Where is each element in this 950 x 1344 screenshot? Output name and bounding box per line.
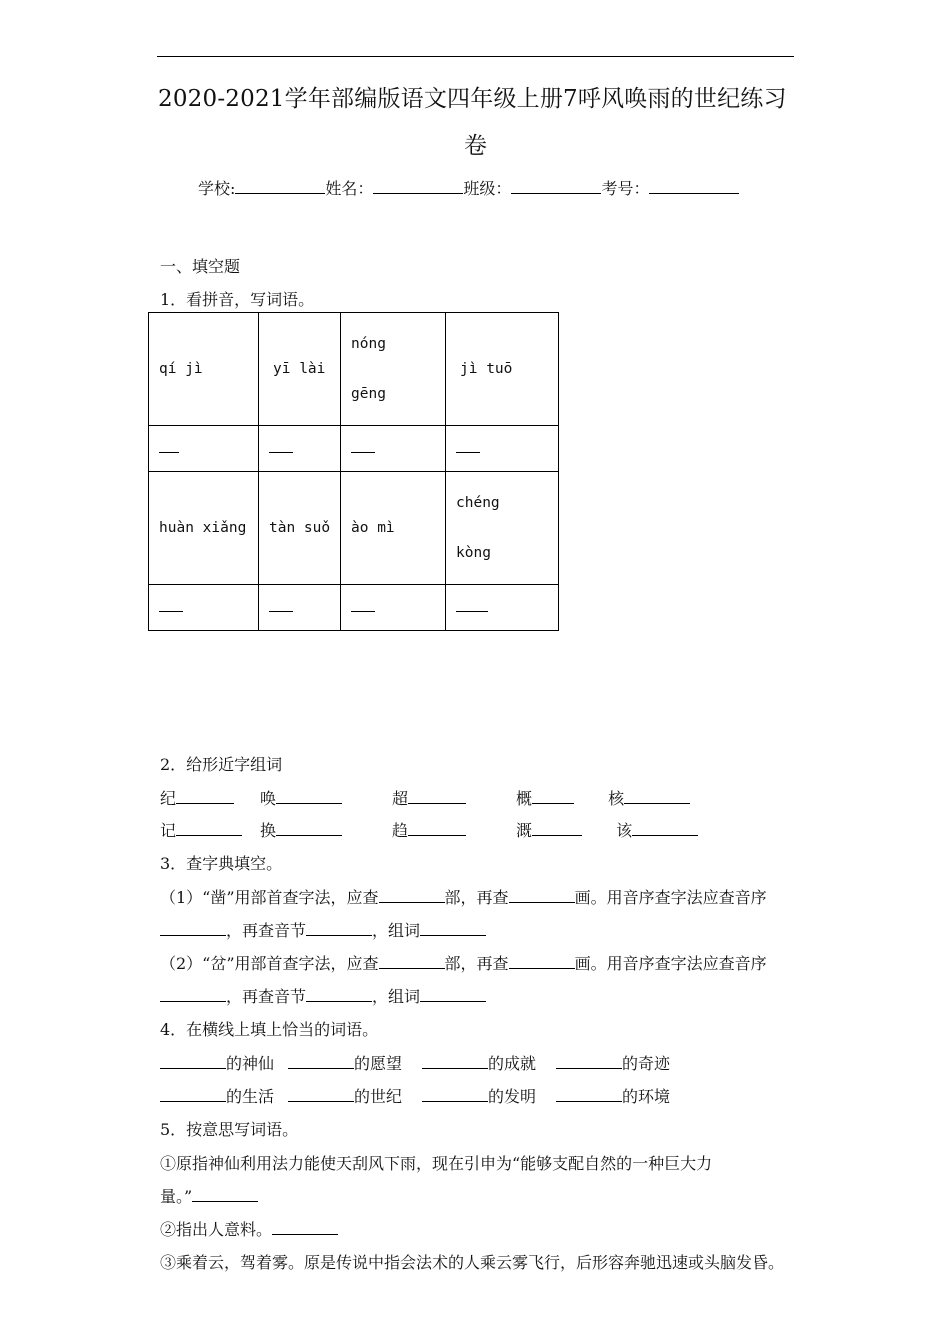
answer-line — [269, 611, 293, 612]
blank[interactable] — [408, 789, 466, 804]
blank[interactable] — [422, 1054, 488, 1069]
blank[interactable] — [556, 1054, 622, 1069]
question-4-prompt: 4．在横线上填上恰当的词语。 — [160, 1020, 379, 1039]
answer-line — [269, 452, 293, 453]
answer-row — [149, 585, 559, 631]
pinyin-cell — [259, 472, 341, 585]
answer-cell[interactable] — [446, 585, 559, 631]
text: （1）“凿”用部首查字法，应查 — [160, 888, 379, 907]
pinyin-text: ào mì — [351, 520, 395, 536]
blank[interactable] — [176, 789, 234, 804]
blank[interactable] — [288, 1054, 354, 1069]
blank[interactable] — [422, 1087, 488, 1102]
blank[interactable] — [532, 821, 582, 836]
class-label: 班级： — [463, 179, 512, 198]
pinyin-text: kòng — [456, 545, 491, 561]
pinyin-cell — [446, 313, 559, 426]
blank[interactable] — [288, 1087, 354, 1102]
q3-part2-line2 — [160, 984, 486, 1007]
char: 核 — [608, 789, 625, 808]
blank[interactable] — [160, 921, 226, 936]
question-2-prompt: 2．给形近字组词 — [160, 755, 283, 774]
answer-cell[interactable] — [149, 585, 259, 631]
q5-item-3: ③乘着云，驾着雾。原是传说中指会法术的人乘云雾飞行，后形容奔驰迅速或头脑发昏。 — [160, 1253, 785, 1272]
exam-number-field[interactable] — [649, 179, 739, 194]
student-info-row — [198, 176, 739, 199]
blank[interactable] — [379, 954, 445, 969]
pinyin-text: jì tuō — [460, 361, 513, 377]
text: 的环境 — [622, 1087, 671, 1106]
pinyin-cell — [446, 472, 559, 585]
text: 的神仙 — [226, 1054, 275, 1073]
answer-cell[interactable] — [446, 426, 559, 472]
pinyin-table — [148, 312, 559, 631]
pinyin-cell — [259, 313, 341, 426]
pinyin-text: tàn suǒ — [269, 520, 331, 536]
blank[interactable] — [509, 954, 575, 969]
q5-item-2 — [160, 1217, 338, 1240]
pinyin-cell — [149, 472, 259, 585]
blank[interactable] — [420, 987, 486, 1002]
blank[interactable] — [306, 921, 372, 936]
text: 部，再查 — [444, 888, 509, 907]
q4-row-2 — [160, 1084, 670, 1107]
blank[interactable] — [632, 821, 698, 836]
school-field[interactable] — [235, 179, 325, 194]
answer-line — [351, 611, 375, 612]
exam-number-label: 考号： — [601, 179, 650, 198]
text: 的世纪 — [354, 1087, 403, 1106]
text: ，组词 — [372, 987, 421, 1006]
pinyin-text: huàn xiǎng — [159, 520, 247, 536]
char: 纪 — [160, 789, 177, 808]
question-1-prompt: 1．看拼音，写词语。 — [160, 290, 315, 309]
blank[interactable] — [408, 821, 466, 836]
school-label: 学校: — [198, 179, 236, 198]
char: 换 — [260, 821, 277, 840]
answer-line — [456, 611, 488, 612]
text: ，再查音节 — [226, 921, 307, 940]
blank[interactable] — [160, 1087, 226, 1102]
blank[interactable] — [532, 789, 574, 804]
blank[interactable] — [160, 1054, 226, 1069]
answer-cell[interactable] — [341, 585, 446, 631]
page-title-line2: 卷 — [464, 133, 488, 159]
text: （2）“岔”用部首查字法，应查 — [160, 954, 379, 973]
char: 唤 — [260, 789, 277, 808]
pinyin-text: gēng — [351, 386, 386, 402]
pinyin-row — [149, 313, 559, 426]
text: 的成就 — [488, 1054, 537, 1073]
blank[interactable] — [276, 789, 342, 804]
pinyin-cell — [341, 472, 446, 585]
q2-row-1 — [160, 786, 690, 809]
blank[interactable] — [509, 888, 575, 903]
blank[interactable] — [420, 921, 486, 936]
answer-line — [159, 611, 183, 612]
pinyin-text: qí jì — [159, 361, 203, 377]
blank[interactable] — [624, 789, 690, 804]
q3-part2-line1 — [160, 951, 767, 974]
answer-cell[interactable] — [259, 426, 341, 472]
char: 记 — [160, 821, 177, 840]
char: 趋 — [392, 821, 409, 840]
q3-part1-line2 — [160, 918, 486, 941]
pinyin-text: chéng — [456, 495, 500, 511]
blank[interactable] — [160, 987, 226, 1002]
text: 的奇迹 — [622, 1054, 671, 1073]
text: 量。” — [160, 1187, 193, 1206]
blank[interactable] — [556, 1087, 622, 1102]
text: 画。用音序查字法应查音序 — [574, 888, 767, 907]
class-field[interactable] — [511, 179, 601, 194]
text: ，组词 — [372, 921, 421, 940]
text: 部，再查 — [444, 954, 509, 973]
text: 的愿望 — [354, 1054, 403, 1073]
char: 该 — [616, 821, 633, 840]
q5-item-1-line2 — [160, 1184, 258, 1207]
question-3-prompt: 3．查字典填空。 — [160, 854, 283, 873]
blank[interactable] — [379, 888, 445, 903]
q3-part1-line1 — [160, 885, 767, 908]
answer-line — [456, 452, 480, 453]
name-field[interactable] — [373, 179, 463, 194]
page-title-line1: 2020-2021学年部编版语文四年级上册7呼风唤雨的世纪练习 — [158, 86, 787, 112]
pinyin-cell — [149, 313, 259, 426]
pinyin-row — [149, 472, 559, 585]
text: ，再查音节 — [226, 987, 307, 1006]
pinyin-text: nóng — [351, 336, 386, 352]
answer-cell[interactable] — [259, 585, 341, 631]
pinyin-text: yī lài — [273, 361, 326, 377]
answer-row — [149, 426, 559, 472]
char: 超 — [392, 789, 409, 808]
text: ②指出人意料。 — [160, 1220, 273, 1239]
blank[interactable] — [276, 821, 342, 836]
answer-line — [351, 452, 375, 453]
char: 溉 — [516, 821, 533, 840]
char: 概 — [516, 789, 533, 808]
header-rule — [157, 56, 794, 57]
question-5-prompt: 5．按意思写词语。 — [160, 1120, 299, 1139]
q2-row-2 — [160, 818, 698, 841]
text: 的发明 — [488, 1087, 537, 1106]
text: 的生活 — [226, 1087, 275, 1106]
blank[interactable] — [306, 987, 372, 1002]
q5-item-1-line1: ①原指神仙利用法力能使天刮风下雨，现在引申为“能够支配自然的一种巨大力 — [160, 1154, 713, 1173]
text: 画。用音序查字法应查音序 — [574, 954, 767, 973]
name-label: 姓名： — [325, 179, 374, 198]
q4-row-1 — [160, 1051, 670, 1074]
blank[interactable] — [272, 1220, 338, 1235]
answer-line — [159, 452, 179, 453]
blank[interactable] — [176, 821, 242, 836]
answer-cell[interactable] — [341, 426, 446, 472]
section-heading: 一、填空题 — [160, 257, 241, 276]
blank[interactable] — [192, 1187, 258, 1202]
pinyin-cell — [341, 313, 446, 426]
answer-cell[interactable] — [149, 426, 259, 472]
